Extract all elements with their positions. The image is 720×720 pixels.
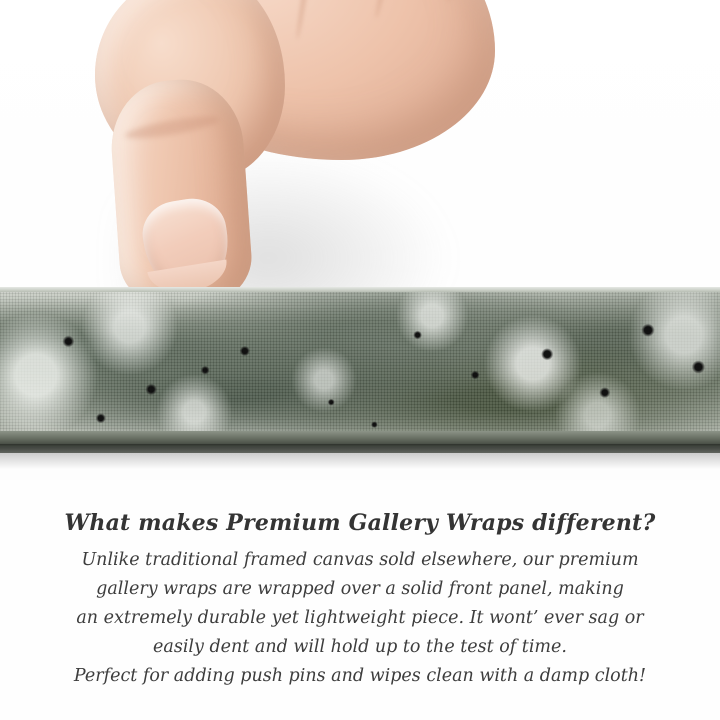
index-finger-shape <box>107 76 255 315</box>
canvas-drop-shadow <box>0 447 720 469</box>
hand-illustration <box>95 0 495 330</box>
caption-line: an extremely durable yet lightweight piece. It wont’ ever sag or <box>76 608 644 628</box>
caption-heading: What makes Premium Gallery Wraps different? <box>64 510 656 536</box>
finger-separation-line <box>295 0 320 40</box>
caption-line: gallery wraps are wrapped over a solid front panel, making <box>96 579 624 599</box>
caption-line: easily dent and will hold up to the test of time. <box>153 637 567 657</box>
canvas-top-edge-highlight <box>0 287 720 292</box>
caption-block <box>0 482 720 691</box>
caption-line: Unlike traditional framed canvas sold elsewhere, our premium <box>81 550 639 570</box>
caption-line: Perfect for adding push pins and wipes clean with a damp cloth! <box>73 666 647 686</box>
caption-body <box>40 546 680 691</box>
finger-separation-line <box>445 0 478 3</box>
canvas-dark-specks <box>0 287 720 447</box>
finger-separation-line <box>374 0 406 19</box>
canvas-edge-strip <box>0 287 720 447</box>
finger-crease <box>124 112 221 142</box>
